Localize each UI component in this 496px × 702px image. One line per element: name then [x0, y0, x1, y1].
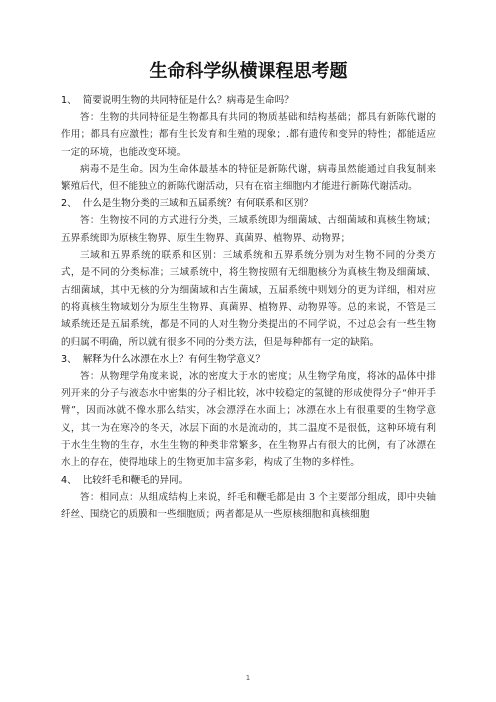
question-1 [61, 92, 436, 109]
question-text: 比较纤毛和鞭毛的异同。 [82, 474, 189, 486]
question-2 [61, 195, 436, 212]
question-number: 4、 [61, 474, 77, 486]
answer-2-paragraph-2: 三域和五界系统的联系和区别：三域系统和五界系统分别为对生物不同的分类方式，是不同的分类标准；三域系统中，将生物按照有无细胞核分为真核生物及细菌域、古细菌域，其中无核的分为细菌域和古生菌域，五届系统中则划分的更为详细，相对应的将真核生物域划分为原生生物界、真菌界、植物界、动物界等。总的来说，不管是三域系统还是五届系统，都是不同的人对生物分类提出的不同学说，不过总会有一些生物的归属不明确，所以就有很多不同的分类方法，但是每种都有一定的缺陷。 [61, 250, 436, 348]
question-number: 2、 [61, 198, 77, 210]
question-4 [61, 472, 436, 489]
question-number: 1、 [61, 95, 77, 106]
document-title: 生命科学纵横课程思考题 [149, 61, 348, 82]
answer-2-paragraph-1: 答：生物按不同的方式进行分类，三域系统即为细菌域、古细菌域和真核生物域；五界系统即为原核生物界、原生生物界、真菌界、植物界、动物界； [61, 215, 436, 244]
answer-4-paragraph-1: 答：相同点：从组成结构上来说，纤毛和鞭毛都是由 3 个主要部分组成，即中央轴纤丝、围绕它的质膜和一些细胞质；两者都是从一些原核细胞和真核细胞 [61, 491, 436, 520]
page-number: 1 [245, 674, 251, 682]
question-text: 简要说明生物的共同特征是什么？病毒是生命吗？ [82, 95, 294, 106]
question-3 [61, 351, 436, 368]
answer-1-paragraph-2: 病毒不是生命。因为生命体最基本的特征是新陈代谢，病毒虽然能通过自我复制来繁殖后代，但不能独立的新陈代谢活动，只有在宿主细胞内才能进行新陈代谢活动。 [61, 163, 436, 193]
answer-1-paragraph-1: 答：生物的共同特征是生物都具有共同的物质基础和结构基础；都具有新陈代谢的作用；都具有应激性；都有生长发育和生殖的现象；.都有遗传和变异的特性；都能适应一定的环境，也能改变环境。 [61, 112, 436, 158]
question-text: 什么是生物分类的三域和五届系统？有何联系和区别？ [82, 198, 313, 210]
question-text: 解释为什么冰漂在水上？有何生物学意义？ [82, 353, 265, 365]
answer-3-paragraph-1: 答：从物理学角度来说，冰的密度大于水的密度；从生物学角度，将冰的晶体中排列开来的分子与液态水中密集的分子相比较，冰中较稳定的氢键的形成使得分子“伸开手臂”，因而冰就不像水那么结实，冰会漂浮在水面上；冰漂在水上有很重要的生物学意义，其一为在寒冷的冬天，冰层下面的水是流动的，其二温度不是很低，这种环境有利于水生生物的生存，水生生物的种类非常繁多，在生物界占有很大的比例，有了冰漂在水上的存在，使得地球上的生物更加丰富多彩，构成了生物的多样性。 [61, 370, 436, 469]
question-number: 3、 [61, 353, 77, 365]
